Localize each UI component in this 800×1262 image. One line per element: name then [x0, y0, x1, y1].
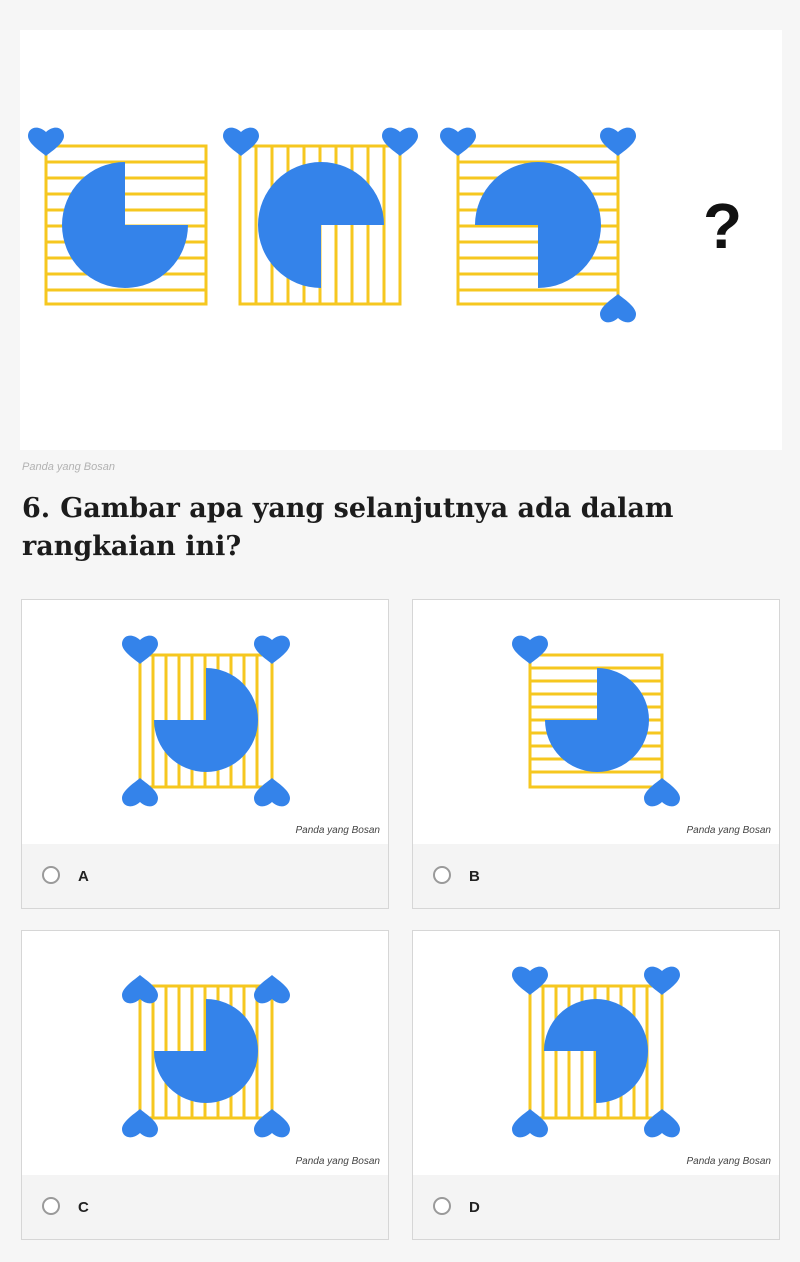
question-title: [22, 490, 792, 566]
option-d-credit: Panda yang Bosan: [686, 1156, 771, 1167]
heart-icon: [600, 294, 636, 322]
option-b-image: [413, 600, 779, 844]
heart-icon: [600, 128, 636, 156]
option-c-label[interactable]: C: [78, 1199, 89, 1216]
sequence-panel-1: [28, 128, 206, 304]
puzzle-sequence-svg: [20, 30, 782, 450]
pie-shape: [154, 668, 258, 772]
pie-shape: [154, 999, 258, 1103]
heart-icon: [28, 128, 64, 156]
option-a-credit: Panda yang Bosan: [295, 825, 380, 836]
pie-shape: [258, 162, 384, 288]
option-a-image: [22, 600, 388, 844]
sequence-panel-3: [440, 128, 636, 323]
option-c-credit: Panda yang Bosan: [295, 1156, 380, 1167]
sequence-panel-2: [223, 128, 418, 304]
option-a-card[interactable]: [21, 599, 389, 909]
option-d-card[interactable]: [412, 930, 780, 1240]
heart-icon: [254, 778, 290, 806]
option-b-label[interactable]: B: [469, 868, 480, 885]
pie-shape: [62, 162, 188, 288]
question-text: Gambar apa yang selanjutnya ada dalam rangkaian ini?: [22, 493, 674, 562]
puzzle-sequence-image: [20, 30, 782, 450]
heart-icon: [254, 636, 290, 664]
option-c-image: [22, 931, 388, 1175]
option-a-label[interactable]: A: [78, 868, 89, 885]
option-d-label[interactable]: D: [469, 1199, 480, 1216]
question-number: 6.: [22, 493, 51, 524]
pie-shape: [544, 999, 648, 1103]
option-c-radio[interactable]: [42, 1197, 60, 1215]
heart-icon: [382, 128, 418, 156]
option-b-radio[interactable]: [433, 866, 451, 884]
heart-icon: [440, 128, 476, 156]
option-d-radio[interactable]: [433, 1197, 451, 1215]
option-b-credit: Panda yang Bosan: [686, 825, 771, 836]
pie-shape: [545, 668, 649, 772]
option-d-image: [413, 931, 779, 1175]
option-c-card[interactable]: [21, 930, 389, 1240]
heart-icon: [644, 778, 680, 806]
question-mark: ?: [703, 190, 743, 262]
pie-shape: [475, 162, 601, 288]
heart-icon: [223, 128, 259, 156]
heart-icon: [644, 967, 680, 995]
image-credit: Panda yang Bosan: [22, 461, 115, 473]
heart-icon: [254, 1109, 290, 1137]
heart-icon: [644, 1109, 680, 1137]
option-a-radio[interactable]: [42, 866, 60, 884]
heart-icon: [512, 636, 548, 664]
option-b-card[interactable]: [412, 599, 780, 909]
